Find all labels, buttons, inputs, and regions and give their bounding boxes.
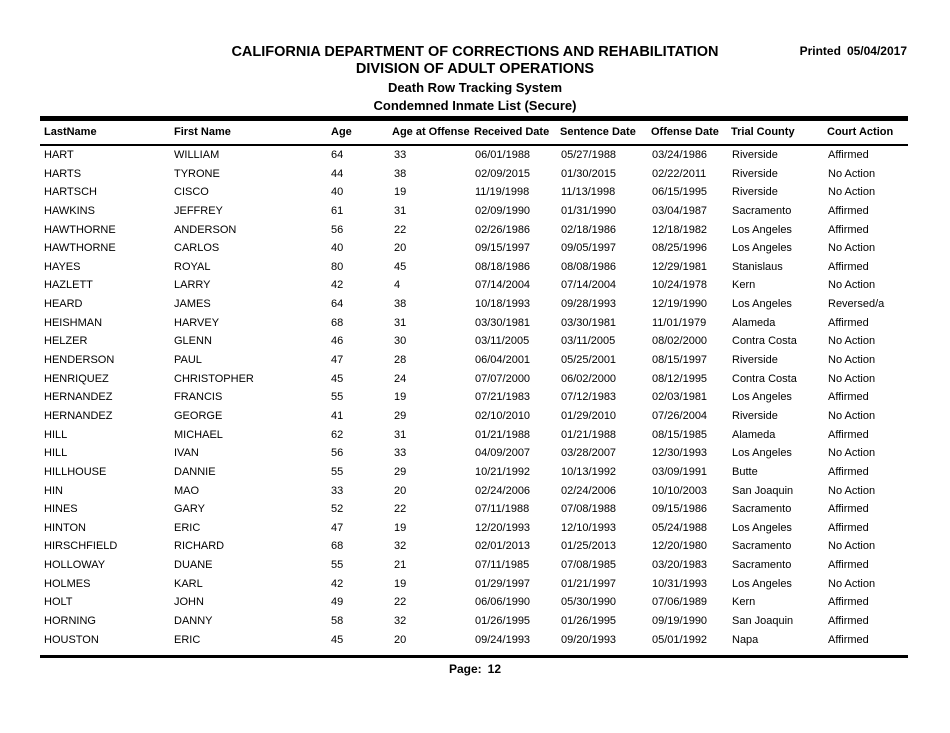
cell-age: 47 bbox=[331, 354, 344, 367]
cell-offense-date: 08/15/1985 bbox=[652, 428, 708, 441]
cell-age-at-offense: 20 bbox=[394, 242, 407, 255]
cell-age-at-offense: 19 bbox=[394, 186, 407, 199]
cell-trial-county: Sacramento bbox=[732, 503, 792, 516]
cell-received-date: 11/19/1998 bbox=[475, 186, 530, 199]
column-header-sentence-date: Sentence Date bbox=[560, 126, 636, 138]
cell-offense-date: 05/24/1988 bbox=[652, 521, 708, 534]
cell-sentence-date: 09/28/1993 bbox=[561, 298, 617, 311]
cell-received-date: 07/11/1988 bbox=[475, 503, 530, 516]
cell-firstname: CISCO bbox=[174, 186, 209, 199]
cell-age-at-offense: 32 bbox=[394, 615, 407, 628]
cell-court-action: No Action bbox=[828, 447, 876, 460]
cell-court-action: No Action bbox=[828, 167, 876, 180]
cell-lastname: HOUSTON bbox=[44, 633, 99, 646]
table-row bbox=[0, 372, 950, 391]
table-row bbox=[0, 521, 950, 540]
cell-firstname: ANDERSON bbox=[174, 223, 237, 236]
cell-trial-county: Riverside bbox=[732, 149, 778, 161]
cell-received-date: 10/18/1993 bbox=[475, 298, 531, 311]
cell-trial-county: Sacramento bbox=[732, 204, 792, 217]
cell-trial-county: Riverside bbox=[732, 186, 778, 199]
column-header-offense-date: Offense Date bbox=[651, 126, 719, 138]
cell-lastname: HILLHOUSE bbox=[44, 465, 107, 478]
cell-firstname: DANNY bbox=[174, 615, 213, 628]
table-row bbox=[0, 353, 950, 372]
cell-sentence-date: 09/05/1997 bbox=[561, 242, 617, 255]
cell-lastname: HINTON bbox=[44, 521, 86, 534]
cell-received-date: 02/24/2006 bbox=[475, 484, 531, 497]
cell-lastname: HELZER bbox=[44, 335, 88, 348]
cell-trial-county: Los Angeles bbox=[732, 447, 792, 460]
cell-age: 52 bbox=[331, 503, 344, 516]
column-header-age: Age bbox=[331, 126, 352, 138]
cell-received-date: 12/20/1993 bbox=[475, 521, 531, 534]
cell-trial-county: Riverside bbox=[732, 409, 778, 422]
table-row bbox=[0, 260, 950, 279]
cell-received-date: 04/09/2007 bbox=[475, 447, 531, 460]
cell-age: 68 bbox=[331, 540, 344, 553]
cell-lastname: HERNANDEZ bbox=[44, 409, 113, 422]
cell-lastname: HENDERSON bbox=[44, 354, 115, 367]
cell-lastname: HEARD bbox=[44, 298, 83, 311]
table-row bbox=[0, 241, 950, 260]
cell-firstname: JAMES bbox=[174, 298, 211, 311]
report-title-division: DIVISION OF ADULT OPERATIONS bbox=[355, 61, 595, 77]
cell-firstname: MAO bbox=[174, 484, 200, 497]
cell-age: 45 bbox=[331, 372, 344, 385]
cell-offense-date: 07/06/1989 bbox=[652, 596, 708, 609]
cell-age: 64 bbox=[331, 298, 344, 311]
cell-age-at-offense: 20 bbox=[394, 484, 407, 497]
cell-sentence-date: 07/14/2004 bbox=[561, 279, 617, 292]
cell-offense-date: 12/19/1990 bbox=[652, 298, 708, 311]
column-header-received-date: Received Date bbox=[474, 126, 550, 138]
cell-trial-county: Riverside bbox=[732, 167, 778, 180]
cell-offense-date: 08/25/1996 bbox=[652, 242, 708, 255]
cell-sentence-date: 06/02/2000 bbox=[561, 372, 617, 385]
table-row bbox=[0, 446, 950, 465]
cell-trial-county: Alameda bbox=[732, 428, 776, 441]
page-label: Page: bbox=[448, 662, 482, 676]
cell-court-action: Affirmed bbox=[828, 391, 869, 404]
cell-offense-date: 12/18/1982 bbox=[652, 223, 708, 236]
cell-sentence-date: 07/08/1985 bbox=[561, 559, 617, 572]
cell-offense-date: 06/15/1995 bbox=[652, 186, 708, 199]
table-row bbox=[0, 633, 950, 652]
cell-trial-county: Stanislaus bbox=[732, 260, 783, 273]
cell-firstname: MICHAEL bbox=[174, 428, 223, 441]
cell-received-date: 07/21/1983 bbox=[475, 391, 531, 404]
cell-offense-date: 08/12/1995 bbox=[652, 372, 708, 385]
cell-offense-date: 09/19/1990 bbox=[652, 615, 708, 628]
cell-trial-county: Los Angeles bbox=[732, 521, 792, 534]
table-row bbox=[0, 409, 950, 428]
cell-age-at-offense: 29 bbox=[394, 409, 407, 422]
cell-age-at-offense: 30 bbox=[394, 335, 407, 348]
cell-court-action: No Action bbox=[828, 186, 876, 199]
column-header-lastname: LastName bbox=[44, 126, 97, 138]
cell-court-action: No Action bbox=[828, 540, 876, 553]
cell-court-action: No Action bbox=[828, 354, 876, 367]
cell-age-at-offense: 22 bbox=[394, 596, 407, 609]
printed-date: 05/04/2017 bbox=[846, 44, 907, 58]
cell-court-action: Affirmed bbox=[828, 428, 869, 441]
cell-age-at-offense: 19 bbox=[394, 521, 407, 534]
table-row bbox=[0, 614, 950, 633]
cell-offense-date: 02/22/2011 bbox=[652, 167, 707, 180]
cell-age-at-offense: 20 bbox=[394, 633, 407, 646]
cell-sentence-date: 05/30/1990 bbox=[561, 596, 617, 609]
cell-age: 45 bbox=[331, 633, 344, 646]
cell-firstname: PAUL bbox=[174, 354, 202, 367]
cell-sentence-date: 08/08/1986 bbox=[561, 260, 617, 273]
cell-age-at-offense: 21 bbox=[394, 559, 407, 572]
cell-offense-date: 07/26/2004 bbox=[652, 409, 708, 422]
header-rule-top bbox=[40, 116, 908, 121]
cell-age-at-offense: 33 bbox=[394, 149, 407, 161]
table-row bbox=[0, 334, 950, 353]
cell-firstname: ERIC bbox=[174, 521, 201, 534]
cell-firstname: GEORGE bbox=[174, 409, 223, 422]
cell-received-date: 02/09/1990 bbox=[475, 204, 531, 217]
cell-age: 55 bbox=[331, 465, 344, 478]
cell-sentence-date: 02/24/2006 bbox=[561, 484, 617, 497]
cell-trial-county: Los Angeles bbox=[732, 577, 792, 590]
cell-sentence-date: 01/26/1995 bbox=[561, 615, 617, 628]
cell-court-action: No Action bbox=[828, 484, 876, 497]
cell-received-date: 06/01/1988 bbox=[475, 149, 531, 161]
cell-court-action: Affirmed bbox=[828, 596, 869, 609]
table-row bbox=[0, 148, 950, 167]
cell-firstname: ERIC bbox=[174, 633, 201, 646]
cell-firstname: TYRONE bbox=[174, 167, 220, 180]
cell-sentence-date: 01/21/1997 bbox=[561, 577, 617, 590]
cell-age-at-offense: 32 bbox=[394, 540, 407, 553]
cell-sentence-date: 10/13/1992 bbox=[561, 465, 617, 478]
table-row bbox=[0, 465, 950, 484]
cell-sentence-date: 03/30/1981 bbox=[561, 316, 617, 329]
cell-firstname: ROYAL bbox=[174, 260, 211, 273]
cell-court-action: Affirmed bbox=[828, 316, 869, 329]
cell-firstname: GLENN bbox=[174, 335, 212, 348]
cell-court-action: Affirmed bbox=[828, 503, 869, 516]
cell-age: 42 bbox=[331, 577, 344, 590]
cell-court-action: Reversed/a bbox=[828, 298, 885, 311]
cell-offense-date: 10/31/1993 bbox=[652, 577, 708, 590]
cell-lastname: HARTS bbox=[44, 167, 82, 180]
cell-sentence-date: 07/12/1983 bbox=[561, 391, 617, 404]
cell-age: 56 bbox=[331, 223, 344, 236]
page-number: 12 bbox=[487, 662, 502, 676]
cell-age-at-offense: 38 bbox=[394, 167, 407, 180]
cell-age: 49 bbox=[331, 596, 344, 609]
cell-offense-date: 11/01/1979 bbox=[652, 316, 707, 329]
cell-received-date: 07/11/1985 bbox=[475, 559, 530, 572]
cell-court-action: Affirmed bbox=[828, 521, 869, 534]
cell-age: 44 bbox=[331, 167, 344, 180]
cell-lastname: HILL bbox=[44, 428, 68, 441]
cell-age-at-offense: 31 bbox=[394, 428, 407, 441]
cell-court-action: No Action bbox=[828, 279, 876, 292]
cell-received-date: 02/01/2013 bbox=[475, 540, 531, 553]
cell-sentence-date: 07/08/1988 bbox=[561, 503, 617, 516]
page-footer bbox=[0, 662, 950, 676]
cell-court-action: Affirmed bbox=[828, 223, 869, 236]
cell-trial-county: Napa bbox=[732, 633, 759, 646]
cell-trial-county: Kern bbox=[732, 279, 756, 292]
cell-trial-county: Butte bbox=[732, 465, 758, 478]
column-header-trial-county: Trial County bbox=[731, 126, 795, 138]
cell-received-date: 06/04/2001 bbox=[475, 354, 531, 367]
cell-age-at-offense: 19 bbox=[394, 577, 407, 590]
cell-age: 61 bbox=[331, 204, 344, 217]
cell-firstname: LARRY bbox=[174, 279, 211, 292]
cell-age: 33 bbox=[331, 484, 344, 497]
cell-court-action: No Action bbox=[828, 372, 876, 385]
cell-age-at-offense: 22 bbox=[394, 503, 407, 516]
cell-offense-date: 08/15/1997 bbox=[652, 354, 708, 367]
cell-age: 55 bbox=[331, 559, 344, 572]
cell-lastname: HINES bbox=[44, 503, 78, 516]
cell-sentence-date: 11/13/1998 bbox=[561, 186, 616, 199]
cell-lastname: HILL bbox=[44, 447, 68, 460]
cell-court-action: Affirmed bbox=[828, 204, 869, 217]
cell-age: 40 bbox=[331, 186, 344, 199]
cell-lastname: HOLLOWAY bbox=[44, 559, 106, 572]
cell-lastname: HENRIQUEZ bbox=[44, 372, 109, 385]
column-header-court-action: Court Action bbox=[827, 126, 894, 138]
inmate-table-body bbox=[0, 148, 950, 651]
cell-offense-date: 10/24/1978 bbox=[652, 279, 708, 292]
table-row bbox=[0, 577, 950, 596]
cell-sentence-date: 05/27/1988 bbox=[561, 149, 617, 161]
cell-age-at-offense: 4 bbox=[394, 279, 401, 292]
cell-firstname: RICHARD bbox=[174, 540, 225, 553]
cell-sentence-date: 02/18/1986 bbox=[561, 223, 617, 236]
cell-lastname: HEISHMAN bbox=[44, 316, 103, 329]
cell-firstname: FRANCIS bbox=[174, 391, 223, 404]
cell-age-at-offense: 24 bbox=[394, 372, 407, 385]
cell-sentence-date: 12/10/1993 bbox=[561, 521, 617, 534]
cell-age-at-offense: 45 bbox=[394, 260, 407, 273]
cell-received-date: 02/26/1986 bbox=[475, 223, 531, 236]
cell-offense-date: 03/24/1986 bbox=[652, 149, 708, 161]
cell-lastname: HAZLETT bbox=[44, 279, 93, 292]
cell-trial-county: Los Angeles bbox=[732, 242, 792, 255]
cell-firstname: HARVEY bbox=[174, 316, 220, 329]
cell-age: 80 bbox=[331, 260, 344, 273]
cell-age-at-offense: 38 bbox=[394, 298, 407, 311]
table-row bbox=[0, 390, 950, 409]
report-title-system: Death Row Tracking System bbox=[387, 80, 563, 95]
cell-age-at-offense: 19 bbox=[394, 391, 407, 404]
cell-lastname: HOLMES bbox=[44, 577, 91, 590]
cell-received-date: 01/26/1995 bbox=[475, 615, 531, 628]
cell-lastname: HIRSCHFIELD bbox=[44, 540, 118, 553]
cell-age-at-offense: 28 bbox=[394, 354, 407, 367]
cell-lastname: HAWKINS bbox=[44, 204, 95, 217]
cell-offense-date: 02/03/1981 bbox=[652, 391, 708, 404]
cell-received-date: 07/14/2004 bbox=[475, 279, 531, 292]
table-row bbox=[0, 558, 950, 577]
cell-age: 58 bbox=[331, 615, 344, 628]
cell-firstname: GARY bbox=[174, 503, 205, 516]
cell-firstname: DUANE bbox=[174, 559, 213, 572]
cell-offense-date: 03/20/1983 bbox=[652, 559, 708, 572]
cell-age-at-offense: 33 bbox=[394, 447, 407, 460]
report-title-list: Condemned Inmate List (Secure) bbox=[373, 98, 577, 113]
cell-lastname: HORNING bbox=[44, 615, 96, 628]
cell-age-at-offense: 31 bbox=[394, 204, 407, 217]
cell-court-action: No Action bbox=[828, 335, 876, 348]
cell-lastname: HERNANDEZ bbox=[44, 391, 113, 404]
cell-trial-county: Contra Costa bbox=[732, 372, 797, 385]
cell-trial-county: Sacramento bbox=[732, 559, 792, 572]
cell-firstname: KARL bbox=[174, 577, 203, 590]
table-row bbox=[0, 539, 950, 558]
cell-received-date: 02/09/2015 bbox=[475, 167, 531, 180]
cell-age-at-offense: 31 bbox=[394, 316, 407, 329]
table-row bbox=[0, 297, 950, 316]
cell-offense-date: 12/29/1981 bbox=[652, 260, 708, 273]
cell-received-date: 10/21/1992 bbox=[475, 465, 531, 478]
cell-age: 62 bbox=[331, 428, 344, 441]
cell-sentence-date: 01/21/1988 bbox=[561, 428, 617, 441]
cell-offense-date: 03/09/1991 bbox=[652, 465, 708, 478]
cell-age: 47 bbox=[331, 521, 344, 534]
cell-received-date: 02/10/2010 bbox=[475, 409, 531, 422]
cell-firstname: CARLOS bbox=[174, 242, 220, 255]
cell-sentence-date: 05/25/2001 bbox=[561, 354, 617, 367]
cell-lastname: HAWTHORNE bbox=[44, 242, 116, 255]
cell-sentence-date: 01/25/2013 bbox=[561, 540, 617, 553]
cell-trial-county: Kern bbox=[732, 596, 756, 609]
cell-court-action: No Action bbox=[828, 242, 876, 255]
cell-trial-county: San Joaquin bbox=[732, 484, 794, 497]
cell-received-date: 01/29/1997 bbox=[475, 577, 531, 590]
cell-firstname: CHRISTOPHER bbox=[174, 372, 254, 385]
cell-lastname: HAWTHORNE bbox=[44, 223, 116, 236]
cell-lastname: HAYES bbox=[44, 260, 81, 273]
table-row bbox=[0, 185, 950, 204]
cell-court-action: Affirmed bbox=[828, 615, 869, 628]
cell-sentence-date: 03/28/2007 bbox=[561, 447, 617, 460]
cell-trial-county: Contra Costa bbox=[732, 335, 797, 348]
cell-offense-date: 10/10/2003 bbox=[652, 484, 708, 497]
cell-sentence-date: 01/29/2010 bbox=[561, 409, 617, 422]
table-row bbox=[0, 316, 950, 335]
cell-received-date: 07/07/2000 bbox=[475, 372, 531, 385]
cell-received-date: 08/18/1986 bbox=[475, 260, 531, 273]
cell-offense-date: 08/02/2000 bbox=[652, 335, 708, 348]
table-row bbox=[0, 204, 950, 223]
report-title-agency: CALIFORNIA DEPARTMENT OF CORRECTIONS AND REHABILITATION bbox=[231, 44, 719, 60]
column-header-age-at-offense: Age at Offense bbox=[392, 126, 470, 138]
cell-court-action: No Action bbox=[828, 409, 876, 422]
cell-court-action: Affirmed bbox=[828, 465, 869, 478]
cell-court-action: Affirmed bbox=[828, 260, 869, 273]
cell-trial-county: Sacramento bbox=[732, 540, 792, 553]
cell-trial-county: Alameda bbox=[732, 316, 776, 329]
cell-trial-county: San Joaquin bbox=[732, 615, 794, 628]
cell-firstname: JEFFREY bbox=[174, 204, 223, 217]
cell-age: 55 bbox=[331, 391, 344, 404]
table-row bbox=[0, 595, 950, 614]
cell-offense-date: 03/04/1987 bbox=[652, 204, 708, 217]
cell-court-action: Affirmed bbox=[828, 559, 869, 572]
table-row bbox=[0, 484, 950, 503]
column-header-firstname: First Name bbox=[174, 126, 231, 138]
header-rule-bottom bbox=[40, 144, 908, 146]
table-row bbox=[0, 502, 950, 521]
cell-received-date: 01/21/1988 bbox=[475, 428, 531, 441]
cell-firstname: WILLIAM bbox=[174, 149, 220, 161]
cell-trial-county: Riverside bbox=[732, 354, 778, 367]
cell-lastname: HARTSCH bbox=[44, 186, 97, 199]
table-row bbox=[0, 428, 950, 447]
cell-age: 41 bbox=[331, 409, 344, 422]
cell-received-date: 09/15/1997 bbox=[475, 242, 531, 255]
cell-age: 56 bbox=[331, 447, 344, 460]
cell-age: 42 bbox=[331, 279, 344, 292]
cell-court-action: Affirmed bbox=[828, 633, 869, 646]
table-row bbox=[0, 167, 950, 186]
cell-sentence-date: 09/20/1993 bbox=[561, 633, 617, 646]
cell-received-date: 03/11/2005 bbox=[475, 335, 530, 348]
cell-age-at-offense: 29 bbox=[394, 465, 407, 478]
table-row bbox=[0, 278, 950, 297]
cell-firstname: IVAN bbox=[174, 447, 199, 460]
printed-label: Printed bbox=[799, 44, 841, 58]
cell-trial-county: Los Angeles bbox=[732, 298, 792, 311]
cell-offense-date: 09/15/1986 bbox=[652, 503, 708, 516]
cell-age: 68 bbox=[331, 316, 344, 329]
cell-lastname: HIN bbox=[44, 484, 63, 497]
cell-age: 64 bbox=[331, 149, 344, 161]
cell-age-at-offense: 22 bbox=[394, 223, 407, 236]
cell-trial-county: Los Angeles bbox=[732, 223, 792, 236]
cell-lastname: HOLT bbox=[44, 596, 73, 609]
cell-firstname: DANNIE bbox=[174, 465, 216, 478]
cell-lastname: HART bbox=[44, 149, 74, 161]
table-row bbox=[0, 223, 950, 242]
cell-firstname: JOHN bbox=[174, 596, 204, 609]
cell-sentence-date: 01/30/2015 bbox=[561, 167, 617, 180]
cell-trial-county: Los Angeles bbox=[732, 391, 792, 404]
cell-court-action: No Action bbox=[828, 577, 876, 590]
cell-sentence-date: 01/31/1990 bbox=[561, 204, 617, 217]
table-rule-bottom bbox=[40, 655, 908, 658]
cell-offense-date: 12/30/1993 bbox=[652, 447, 708, 460]
cell-offense-date: 05/01/1992 bbox=[652, 633, 708, 646]
cell-offense-date: 12/20/1980 bbox=[652, 540, 708, 553]
cell-received-date: 06/06/1990 bbox=[475, 596, 531, 609]
cell-received-date: 09/24/1993 bbox=[475, 633, 531, 646]
cell-age: 46 bbox=[331, 335, 344, 348]
cell-sentence-date: 03/11/2005 bbox=[561, 335, 616, 348]
cell-age: 40 bbox=[331, 242, 344, 255]
cell-received-date: 03/30/1981 bbox=[475, 316, 531, 329]
cell-court-action: Affirmed bbox=[828, 149, 869, 161]
